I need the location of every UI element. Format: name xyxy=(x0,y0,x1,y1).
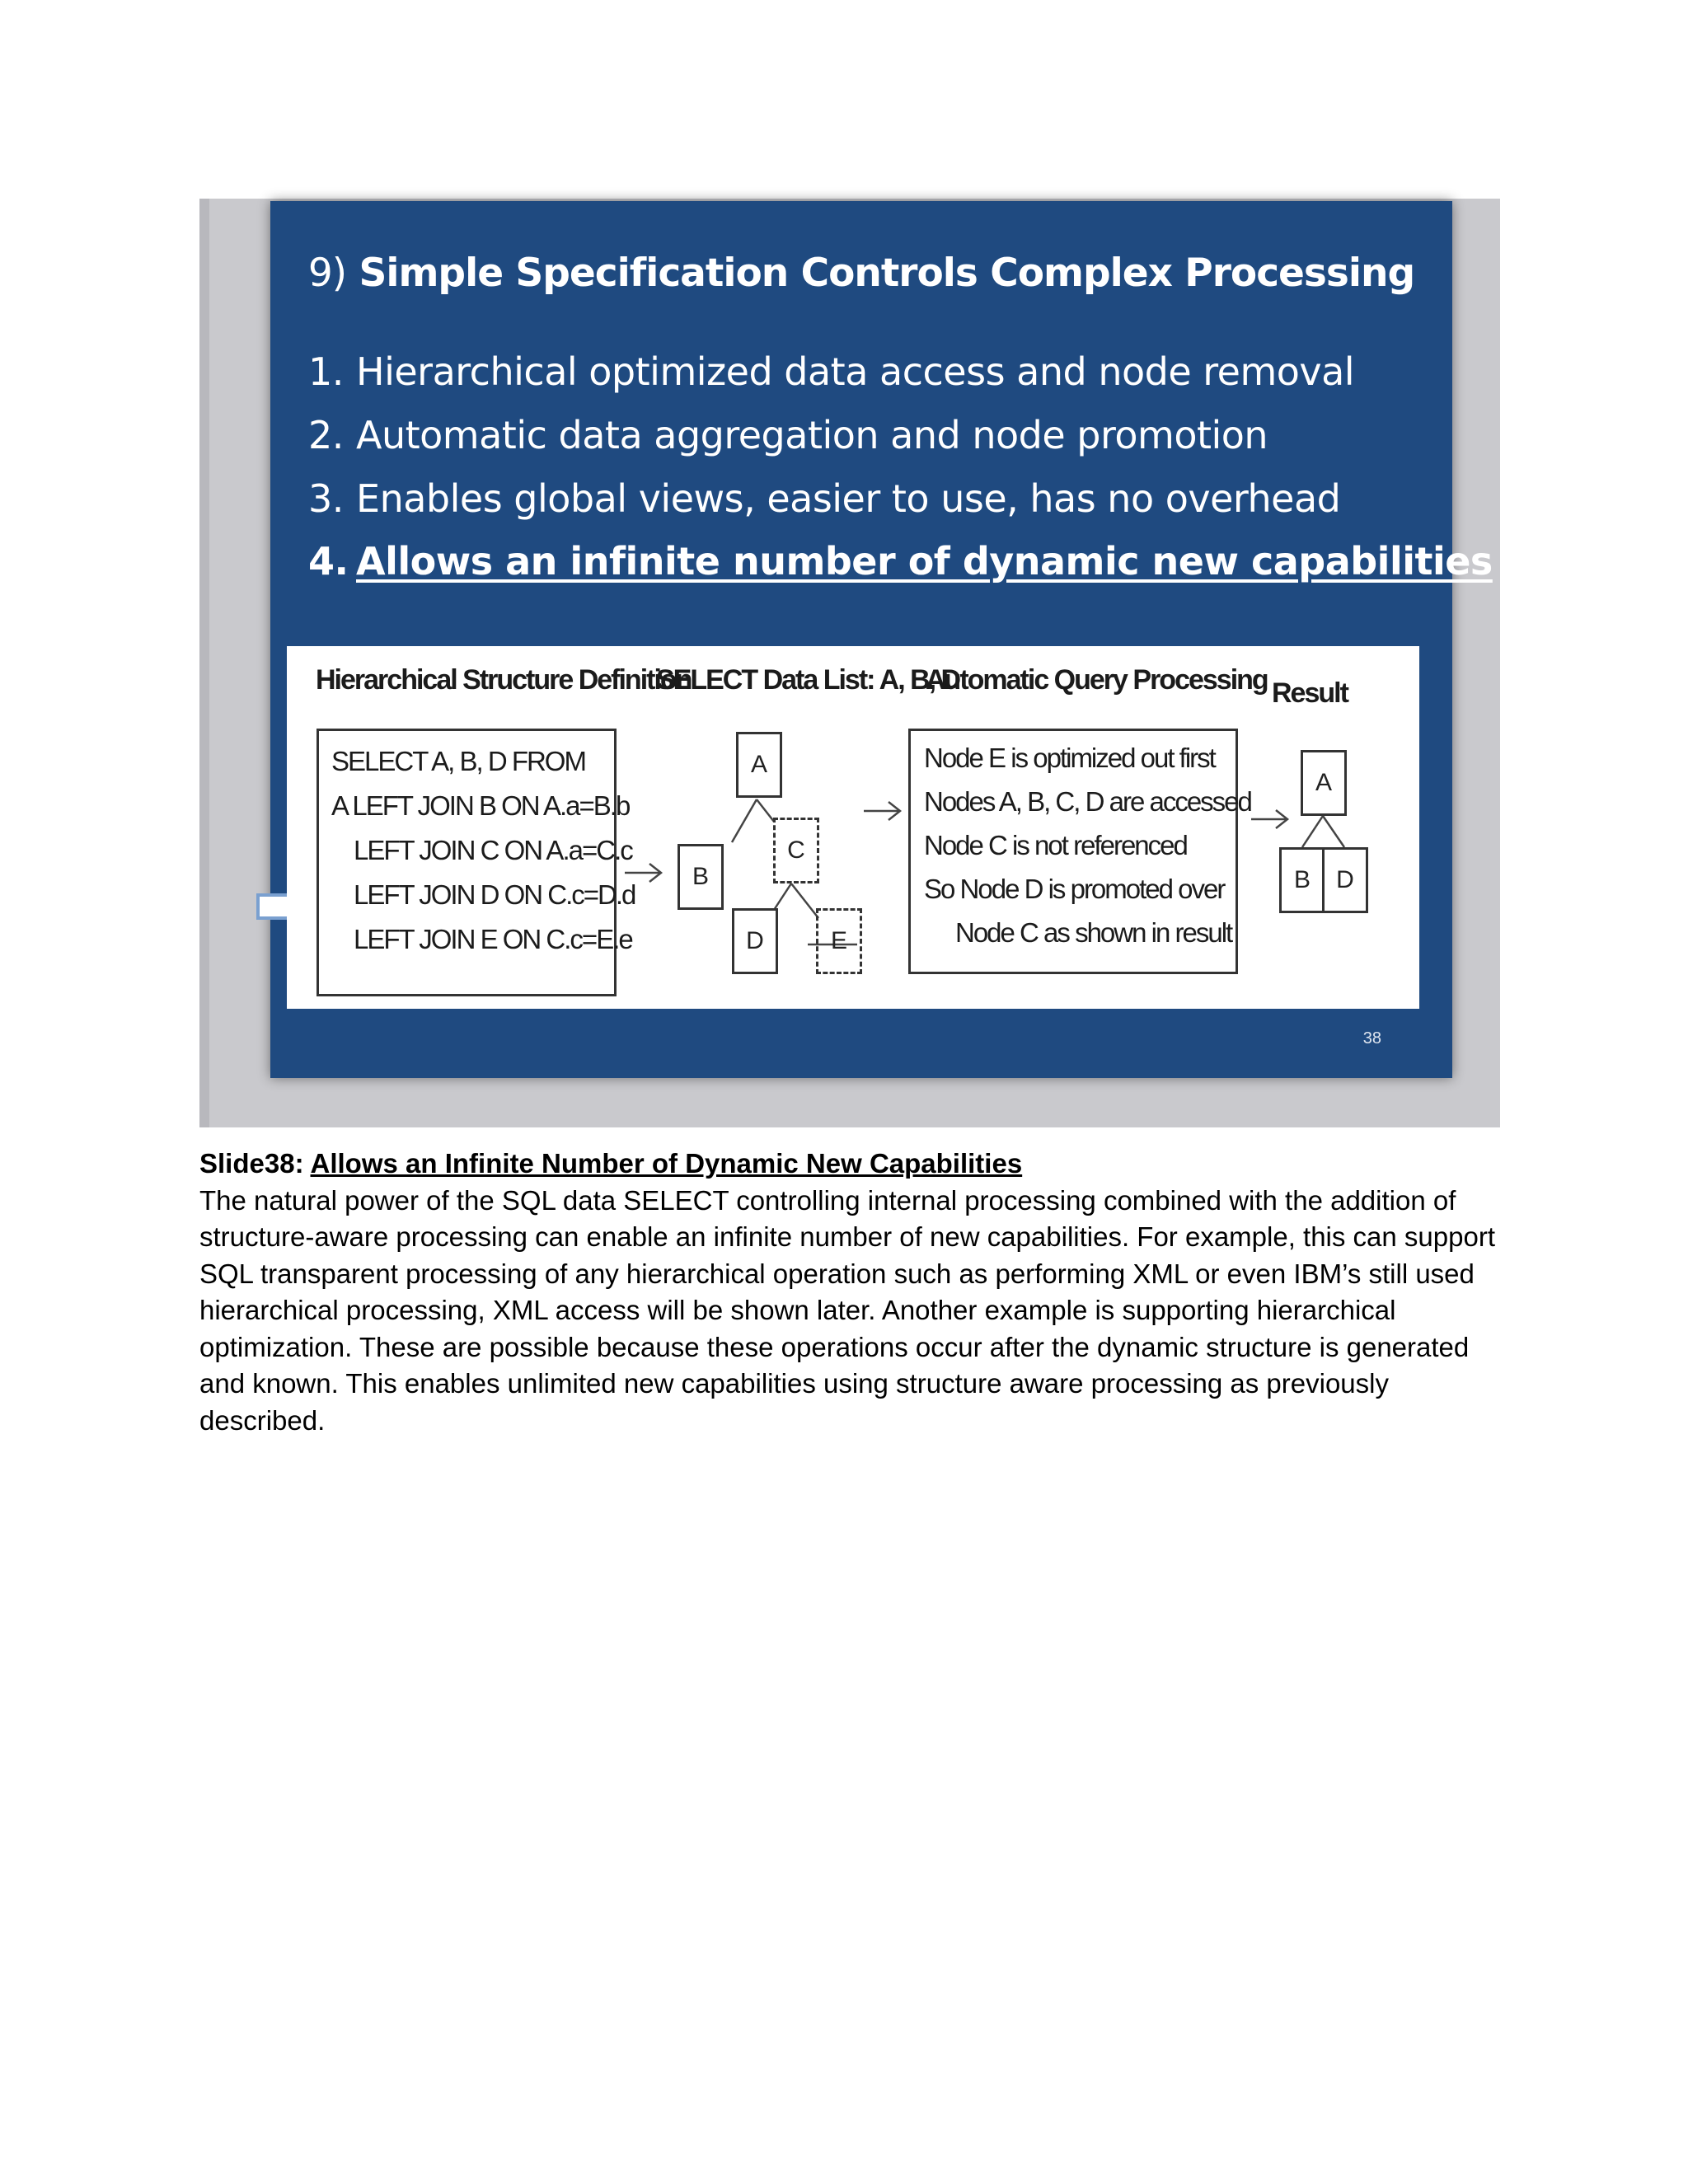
bullet-number: 3. xyxy=(308,476,344,521)
processing-line: Node E is optimized out first xyxy=(924,743,1215,773)
tree-node-b: B xyxy=(678,844,724,910)
sql-line: A LEFT JOIN B ON A.a=B.b xyxy=(331,790,630,821)
bullet-text: Allows an infinite number of dynamic new capabilities xyxy=(356,539,1493,583)
bullet-number: 2. xyxy=(308,413,344,457)
caption-label: Slide38: xyxy=(199,1148,304,1179)
result-node-d: D xyxy=(1322,847,1368,913)
slide-number: 38 xyxy=(1362,1029,1381,1047)
header-result: Result xyxy=(1272,677,1348,709)
header-structure-definition: Hierarchical Structure Definition xyxy=(316,664,692,696)
slide-title-text: Simple Specification Controls Complex Processing xyxy=(359,251,1415,296)
sql-line: LEFT JOIN D ON C.c=D.d xyxy=(354,879,635,910)
bullet-text: Automatic data aggregation and node promotion xyxy=(356,413,1268,457)
tree-node-d: D xyxy=(732,908,778,974)
caption-title: Allows an Infinite Number of Dynamic New Capabilities xyxy=(310,1148,1023,1179)
caption-heading xyxy=(199,1146,1510,1183)
slide-caption xyxy=(199,1146,1510,1439)
bullet-point-3 xyxy=(308,476,1340,521)
frame-edge xyxy=(199,199,209,1127)
processing-line: Node C is not referenced xyxy=(924,830,1187,860)
slide-screenshot xyxy=(199,199,1500,1127)
sql-line: LEFT JOIN C ON A.a=C.c xyxy=(354,835,632,865)
tree-node-c: C xyxy=(773,818,819,883)
bullet-point-1 xyxy=(308,349,1354,394)
tree-node-a: A xyxy=(736,732,782,798)
processing-line: Nodes A, B, C, D are accessed xyxy=(924,786,1251,817)
bullet-point-4 xyxy=(308,539,1493,583)
processing-box xyxy=(908,729,1251,974)
sql-line: LEFT JOIN E ON C.c=E.e xyxy=(354,924,632,954)
sql-line: SELECT A, B, D FROM xyxy=(331,746,585,776)
result-node-a: A xyxy=(1301,750,1347,816)
slide-title xyxy=(270,251,1452,296)
result-node-b: B xyxy=(1279,847,1325,913)
slide-title-number: 9) xyxy=(307,251,347,296)
tree-node-e: E xyxy=(816,908,862,974)
processing-line: Node C as shown in result xyxy=(955,917,1232,948)
bullet-number: 4. xyxy=(308,539,349,583)
bullet-number: 1. xyxy=(308,349,344,394)
bullet-text: Enables global views, easier to use, has no overhead xyxy=(356,476,1341,521)
slide xyxy=(270,201,1493,1078)
bullet-text: Hierarchical optimized data access and node removal xyxy=(356,349,1355,394)
header-query-processing: Automatic Query Processing xyxy=(926,664,1268,696)
bullet-point-2 xyxy=(308,413,1268,457)
caption-body: The natural power of the SQL data SELECT controlling internal processing combined with the addition of structure-aware processing can enable an infinite number of new capabilities. For example, this can support SQL transparent processing of any hierarchical operation such as performing XML or even IBM’s still used hierarchical processing, XML access will be shown later. Another example is supporting hierarchical optimization. These are possible because these operations occur after the dynamic structure is generated and known. This enables unlimited new capabilities using structure aware processing as previously described. xyxy=(199,1184,1495,1436)
processing-line: So Node D is promoted over xyxy=(924,874,1225,904)
diagram-panel xyxy=(287,646,1419,1009)
header-select-data-list: SELECT Data List: A, B, D xyxy=(656,664,960,696)
